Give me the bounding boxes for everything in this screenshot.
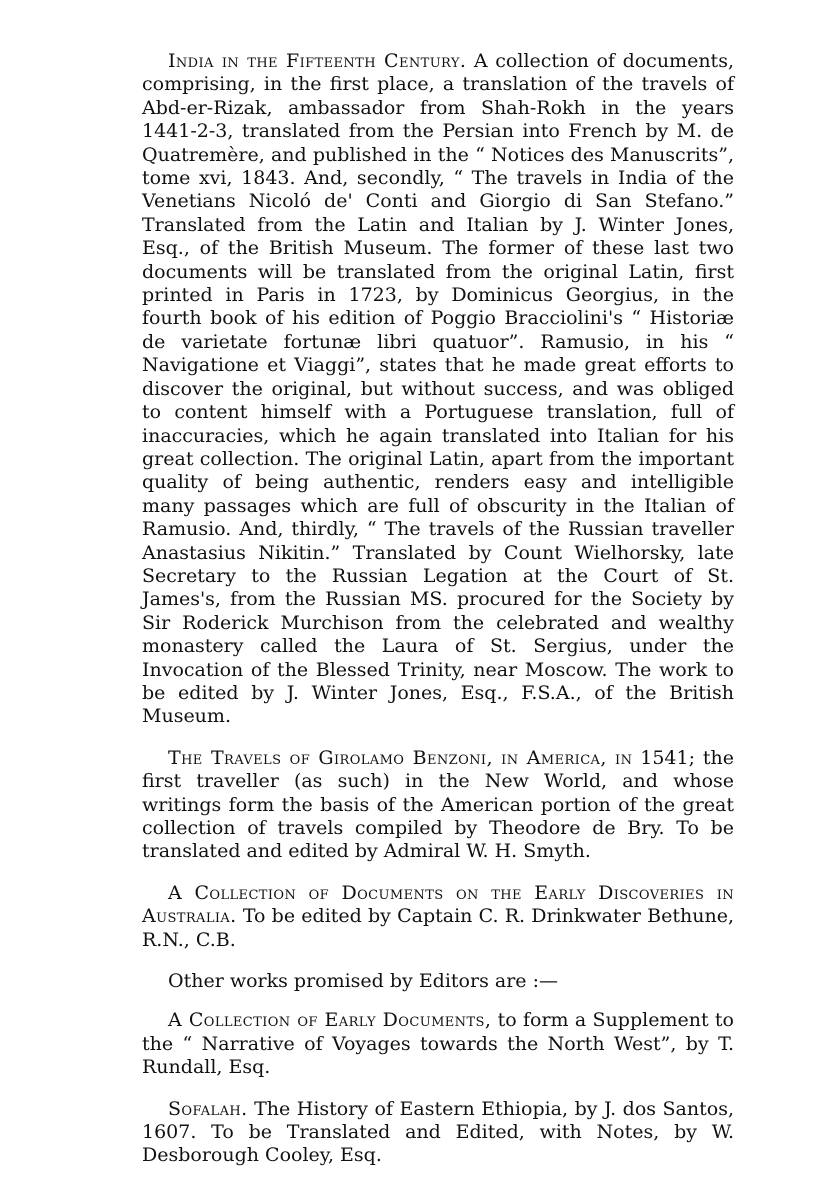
entry-australia-documents (142, 882, 734, 952)
entry-heading: The Travels of Girolamo Benzoni, in America, in (168, 746, 633, 769)
entry-body: 1541; the first traveller (as such) in the New World, and whose writings form the basis of the American portion of the great collection of travels compiled by Theodore de Bry. To be translated and edited by Admiral W. H. Smyth. (142, 746, 734, 863)
other-works-intro: Other works promised by Editors are :— (168, 970, 558, 993)
entry-body: The History of Eastern Ethiopia, by J. dos Santos, 1607. To be Translated and Edited, with Notes, by W. Desborough Cooley, Esq. (142, 1097, 734, 1167)
entry-heading: A Collection of Early Documents, (168, 1009, 492, 1032)
entry-heading: A Collection of Documents on the Early Discoveries in Australia. (142, 881, 734, 928)
entry-benzoni-travels (142, 747, 734, 864)
entry-sofalah (142, 1098, 734, 1168)
entry-heading: India in the Fifteenth Century. (168, 50, 467, 72)
entry-heading: Sofalah. (168, 1097, 248, 1120)
document-page (142, 50, 734, 1186)
entry-early-documents-supplement (142, 1009, 734, 1079)
entry-body: A collection of documents, comprising, in the first place, a translation of the travels of Abd-er-Rizak, ambassador from Shah-Rokh in the years 1441-2-3, translated from the Persian into French by M. de Quatremère, and published in the “ Notices des Manuscrits”, tome xvi, 1843. And, secondly, “ The travels in India of the Venetians Nicoló de' Conti and Giorgio di San Stefano.” Translated from the Latin and Italian by J. Winter Jones, Esq., of the British Museum. The former of these last two documents will be translated from the original Latin, first printed in Paris in 1723, by Dominicus Georgius, in the fourth book of his edition of Poggio Bracciolini's “ Historiæ de varietate fortunæ libri quatuor”. Ramusio, in his “ Navigatione et Viaggi”, states that he made great efforts to discover the original, but without success, and was obliged to content himself with a Portuguese translation, full of inaccuracies, which he again translated into Italian for his great collection. The original Latin, apart from the important quality of being authentic, renders easy and intelligible many passages which are full of obscurity in the Italian of Ramusio. And, thirdly, “ The travels of the Russian traveller Anastasius Nikitin.” Translated by Count Wielhorsky, late Secretary to the Russian Legation at the Court of St. James's, from the Russian MS. procured for the Society by Sir Roderick Murchison from the celebrated and wealthy monastery called the Laura of St. Sergius, under the Invocation of the Blessed Trinity, near Moscow. The work to be edited by J. Winter Jones, Esq., F.S.A., of the British Museum. (142, 50, 734, 728)
entry-india-fifteenth-century (142, 50, 734, 729)
entry-body: to form a Supplement to the “ Narrative of Voyages towards the North West”, by T. Rundall, Esq. (142, 1009, 734, 1079)
entry-body: To be edited by Captain C. R. Drinkwater Bethune, R.N., C.B. (142, 905, 734, 951)
